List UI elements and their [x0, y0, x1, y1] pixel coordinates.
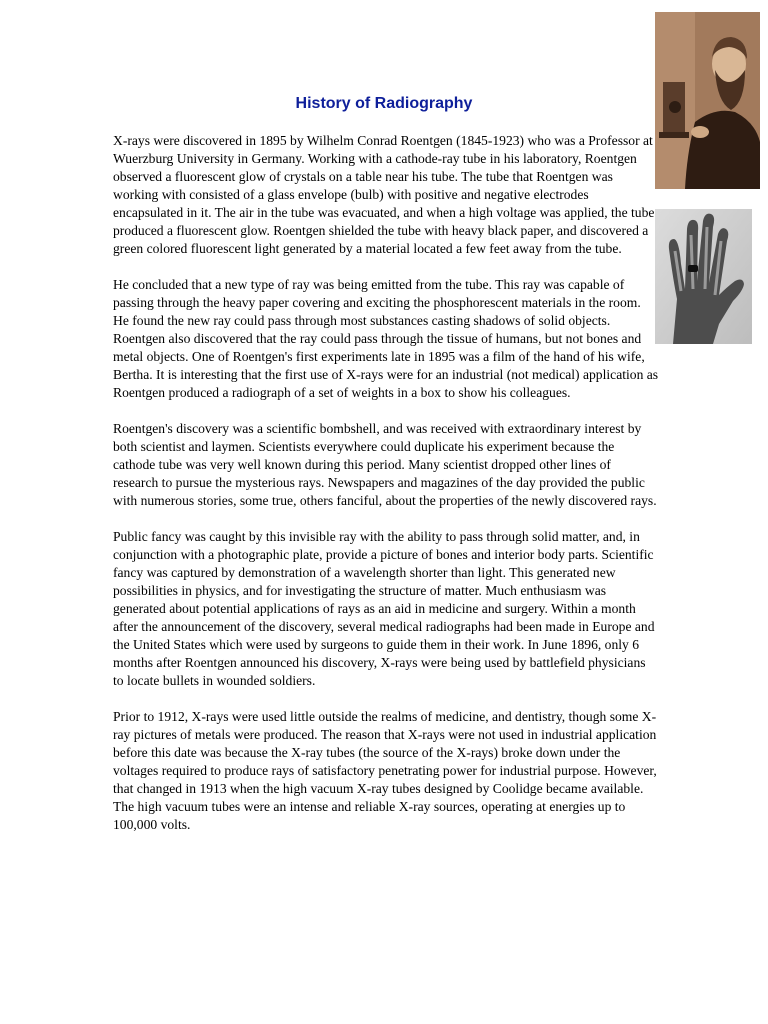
article-body [113, 132, 659, 852]
hand-xray-illustration [655, 209, 752, 344]
page-title: History of Radiography [295, 95, 473, 112]
paragraph-public-fancy: Public fancy was caught by this invisible ray with the ability to pass through solid matter, and, in conjunction with a photographic plate, provide a picture of bones and interior body parts. Scientific fancy was captured by demonstration of a wavelength shorter than light. This generated new possibilities in physics, and for investigating the structure of matter. Much enthusiasm was generated about potential applications of rays as an aid in medicine and surgery. Within a month after the announcement of the discovery, several medical radiographs had been made in Europe and the United States which were used by surgeons to guide them in their work. In June 1896, only 6 months after Roentgen announced his discovery, X-rays were being used by battlefield physicians to locate bullets in wounded soldiers. [113, 529, 655, 688]
paragraph-bombshell: Roentgen's discovery was a scientific bombshell, and was received with extraordinary interest by both scientist and laymen. Scientists everywhere could duplicate his experiment because the cathode tube was very well known during this period. Many scientist dropped other lines of research to pursue the mysterious rays. Newspapers and magazines of the day provided the public with numerous stories, some true, others fanciful, about the properties of the newly discovered rays. [113, 421, 657, 508]
paragraph-discovery: X-rays were discovered in 1895 by Wilhelm Conrad Roentgen (1845-1923) who was a Professor at Wuerzburg University in Germany. Working with a cathode-ray tube in his laboratory, Roentgen observed a fluorescent glow of crystals on a table near his tube. The tube that Roentgen was working with consisted of a glass envelope (bulb) with positive and negative electrodes encapsulated in it. The air in the tube was evacuated, and when a high voltage was applied, the tube produced a fluorescent glow. Roentgen shielded the tube with heavy black paper, and discovered a green colored fluorescent light generated by a material located a few feet away from the tube. [113, 133, 655, 256]
paragraph-prior-1912: Prior to 1912, X-rays were used little outside the realms of medicine, and dentistry, though some X-ray pictures of metals were produced. The reason that X-rays were not used in industrial application before this date was because the X-ray tubes (the source of the X-rays) broke down under the voltages required to produce rays of satisfactory penetrating power for industrial purpose. However, that changed in 1913 when the high vacuum X-ray tubes designed by Coolidge became available. The high vacuum tubes were an intense and reliable X-ray sources, operating at energies up to 100,000 volts. [113, 709, 657, 832]
paragraph-new-ray: He concluded that a new type of ray was being emitted from the tube. This ray was capable of passing through the heavy paper covering and exciting the phosphorescent materials in the room. He found the new ray could pass through most substances casting shadows of solid objects. Roentgen also discovered that the ray could pass through the tissue of humans, but not bones and metal objects. One of Roentgen's first experiments late in 1895 was a film of the hand of his wife, Bertha. It is interesting that the first use of X-rays were for an industrial (not medical) application as Roentgen produced a radiograph of a set of weights in a box to show his colleagues. [113, 277, 659, 400]
hand-xray-image [655, 209, 752, 344]
